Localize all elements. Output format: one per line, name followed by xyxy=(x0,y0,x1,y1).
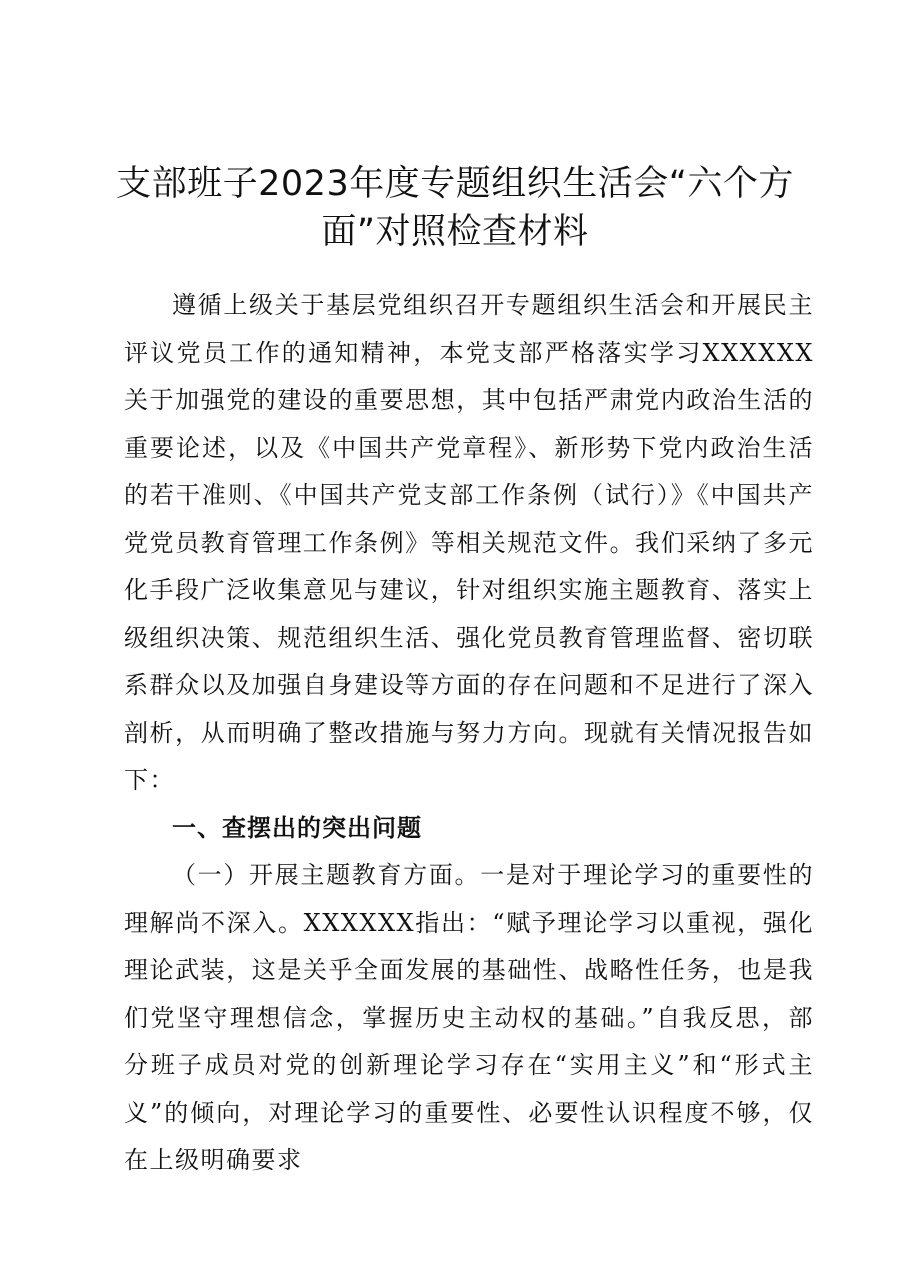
document-title: 支部班子2023年度专题组织生活会“六个方面”对照检查材料 xyxy=(116,164,794,252)
section-paragraph: （一）开展主题教育方面。一是对于理论学习的重要性的理解尚不深入。XXXXXX指出：“赋予理论学习以重视，强化理论武装，这是关乎全面发展的基础性、战略性任务，也是我们党坚守理想信念，掌握历史主动权的基础。”自我反思，部分班子成员对党的创新理论学习存在“实用主义”和“形式主义”的倾向，对理论学习的重要性、必要性认识程度不够，仅在上级明确要求 xyxy=(124,861,814,1174)
section-heading: 一、查摆出的突出问题 xyxy=(172,813,422,842)
document-body xyxy=(124,282,814,1185)
intro-paragraph: 遵循上级关于基层党组织召开专题组织生活会和开展民主评议党员工作的通知精神，本党支部严格落实学习XXXXXX关于加强党的建设的重要思想，其中包括严肃党内政治生活的重要论述，以及《中国共产党章程》、新形势下党内政治生活的若干准则、《中国共产党支部工作条例（试行）》《中国共产党党员教育管理工作条例》等相关规范文件。我们采纳了多元化手段广泛收集意见与建议，针对组织实施主题教育、落实上级组织决策、规范组织生活、强化党员教育管理监督、密切联系群众以及加强自身建设等方面的存在问题和不足进行了深入剖析，从而明确了整改措施与努力方向。现就有关情况报告如下： xyxy=(124,291,814,794)
